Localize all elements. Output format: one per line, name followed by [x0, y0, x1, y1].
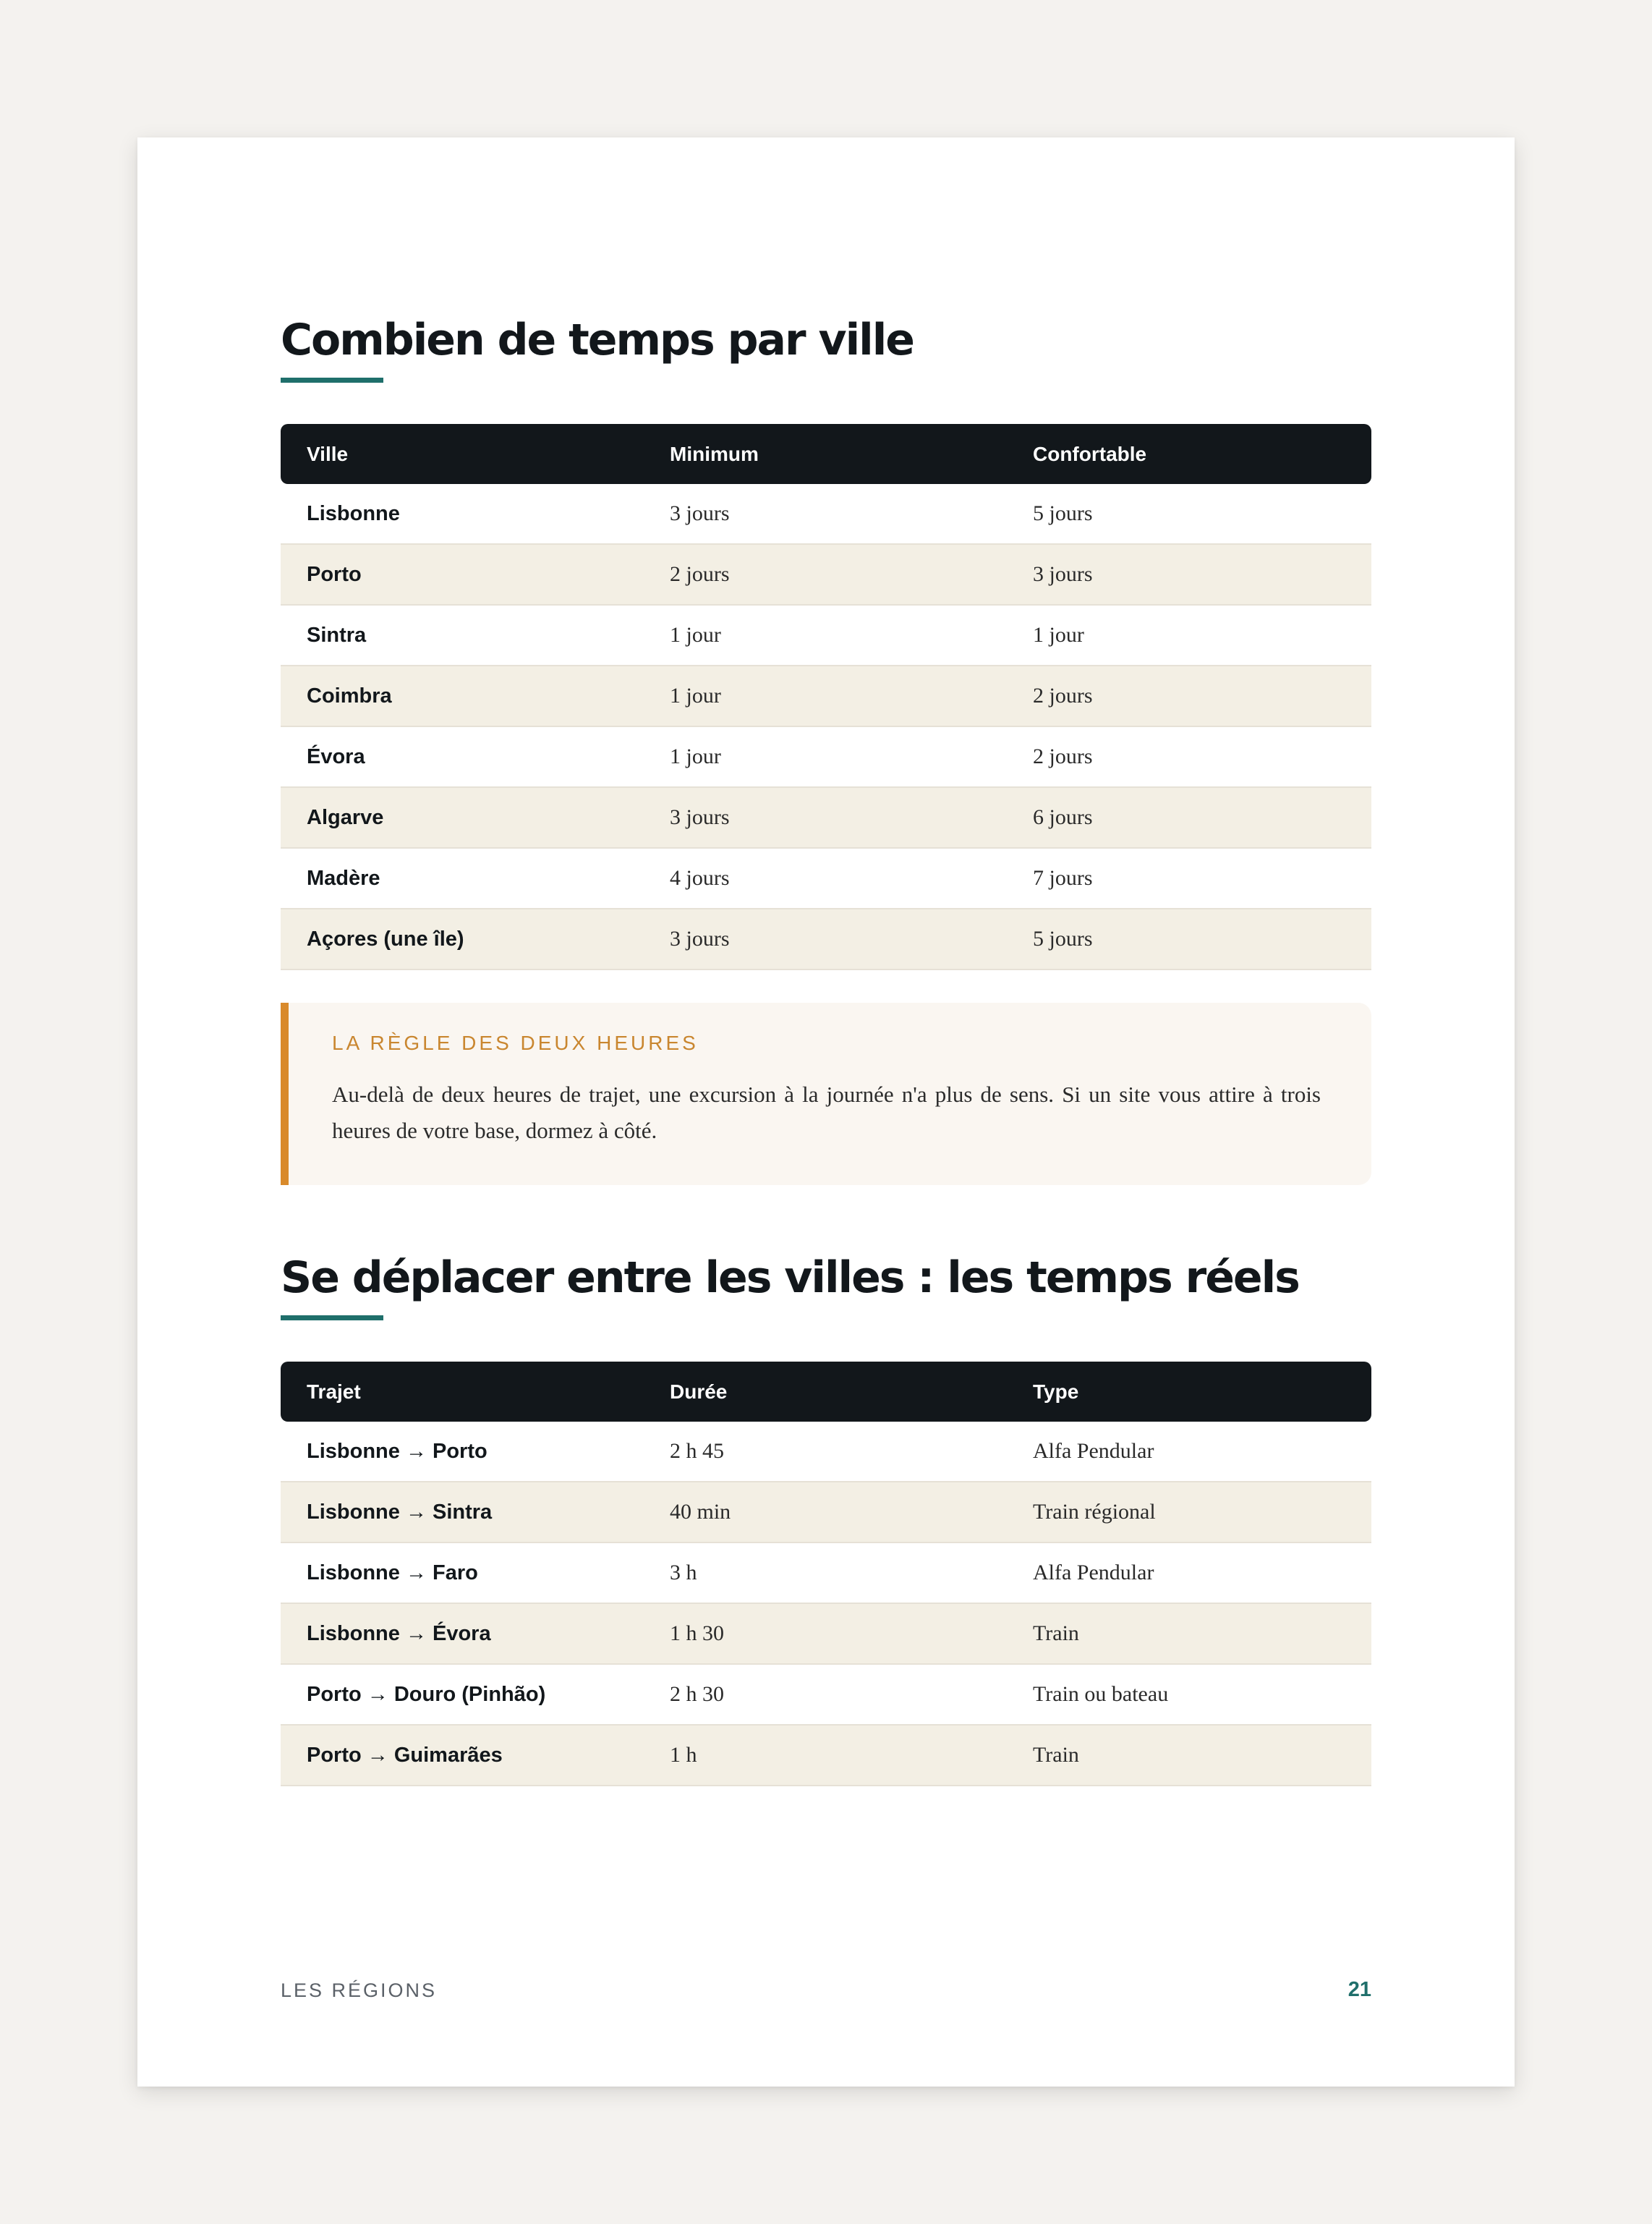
table-row — [281, 848, 1371, 909]
title-underline — [281, 1315, 383, 1320]
column-header: Durée — [644, 1362, 1007, 1422]
comfortable-cell: 7 jours — [1007, 848, 1371, 909]
minimum-cell: 4 jours — [644, 848, 1007, 909]
section-duration-per-city — [281, 315, 1371, 383]
route-cell: Porto → Douro (Pinhão) — [281, 1664, 644, 1725]
travel-table — [281, 1362, 1371, 1786]
table-row — [281, 1603, 1371, 1664]
city-cell: Açores (une île) — [281, 909, 644, 969]
duration-table — [281, 424, 1371, 970]
table-row — [281, 909, 1371, 969]
title-underline — [281, 378, 383, 383]
minimum-cell: 3 jours — [644, 787, 1007, 848]
comfortable-cell: 2 jours — [1007, 726, 1371, 787]
minimum-cell: 2 jours — [644, 544, 1007, 605]
city-cell: Lisbonne — [281, 484, 644, 544]
route-cell: Lisbonne → Sintra — [281, 1482, 644, 1542]
two-hour-rule-callout — [281, 1003, 1371, 1185]
column-header: Trajet — [281, 1362, 644, 1422]
table-row — [281, 1542, 1371, 1603]
table-row — [281, 1482, 1371, 1542]
table-row — [281, 666, 1371, 726]
duration-cell: 1 h 30 — [644, 1603, 1007, 1664]
type-cell: Train — [1007, 1603, 1371, 1664]
table-row — [281, 544, 1371, 605]
table-row — [281, 484, 1371, 544]
table-row — [281, 1422, 1371, 1482]
route-cell: Lisbonne → Faro — [281, 1542, 644, 1603]
city-cell: Coimbra — [281, 666, 644, 726]
minimum-cell: 1 jour — [644, 666, 1007, 726]
section-travel-times — [281, 1252, 1371, 1320]
duration-cell: 40 min — [644, 1482, 1007, 1542]
comfortable-cell: 5 jours — [1007, 909, 1371, 969]
table-header-row — [281, 1362, 1371, 1422]
city-cell: Sintra — [281, 605, 644, 666]
comfortable-cell: 6 jours — [1007, 787, 1371, 848]
callout-title: LA RÈGLE DES DEUX HEURES — [332, 1032, 699, 1054]
minimum-cell: 3 jours — [644, 909, 1007, 969]
type-cell: Train ou bateau — [1007, 1664, 1371, 1725]
table-row — [281, 1664, 1371, 1725]
callout-body: Au-delà de deux heures de trajet, une excursion à la journée n'a plus de sens. Si un site vous attire à trois heures de votre base, dormez à côté. — [332, 1082, 1321, 1143]
city-cell: Porto — [281, 544, 644, 605]
column-header: Ville — [281, 424, 644, 484]
type-cell: Train — [1007, 1725, 1371, 1786]
city-cell: Algarve — [281, 787, 644, 848]
route-cell: Lisbonne → Porto — [281, 1422, 644, 1482]
comfortable-cell: 2 jours — [1007, 666, 1371, 726]
table-row — [281, 1725, 1371, 1786]
table-header-row — [281, 424, 1371, 484]
column-header: Confortable — [1007, 424, 1371, 484]
route-cell: Lisbonne → Évora — [281, 1603, 644, 1664]
city-cell: Évora — [281, 726, 644, 787]
duration-cell: 2 h 30 — [644, 1664, 1007, 1725]
type-cell: Alfa Pendular — [1007, 1422, 1371, 1482]
minimum-cell: 1 jour — [644, 726, 1007, 787]
document-page — [137, 137, 1515, 2087]
route-cell: Porto → Guimarães — [281, 1725, 644, 1786]
type-cell: Alfa Pendular — [1007, 1542, 1371, 1603]
column-header: Type — [1007, 1362, 1371, 1422]
table-row — [281, 726, 1371, 787]
comfortable-cell: 3 jours — [1007, 544, 1371, 605]
duration-cell: 3 h — [644, 1542, 1007, 1603]
duration-table-wrapper — [281, 424, 1371, 970]
page-number: 21 — [1347, 1978, 1371, 2001]
section-title: Combien de temps par ville — [281, 315, 914, 365]
type-cell: Train régional — [1007, 1482, 1371, 1542]
section-title: Se déplacer entre les villes : les temps réels — [281, 1252, 1299, 1303]
duration-cell: 1 h — [644, 1725, 1007, 1786]
travel-table-wrapper — [281, 1362, 1371, 1786]
column-header: Minimum — [644, 424, 1007, 484]
table-row — [281, 787, 1371, 848]
comfortable-cell: 1 jour — [1007, 605, 1371, 666]
running-footer-section: LES RÉGIONS — [281, 1979, 438, 2001]
minimum-cell: 1 jour — [644, 605, 1007, 666]
comfortable-cell: 5 jours — [1007, 484, 1371, 544]
minimum-cell: 3 jours — [644, 484, 1007, 544]
city-cell: Madère — [281, 848, 644, 909]
table-row — [281, 605, 1371, 666]
duration-cell: 2 h 45 — [644, 1422, 1007, 1482]
